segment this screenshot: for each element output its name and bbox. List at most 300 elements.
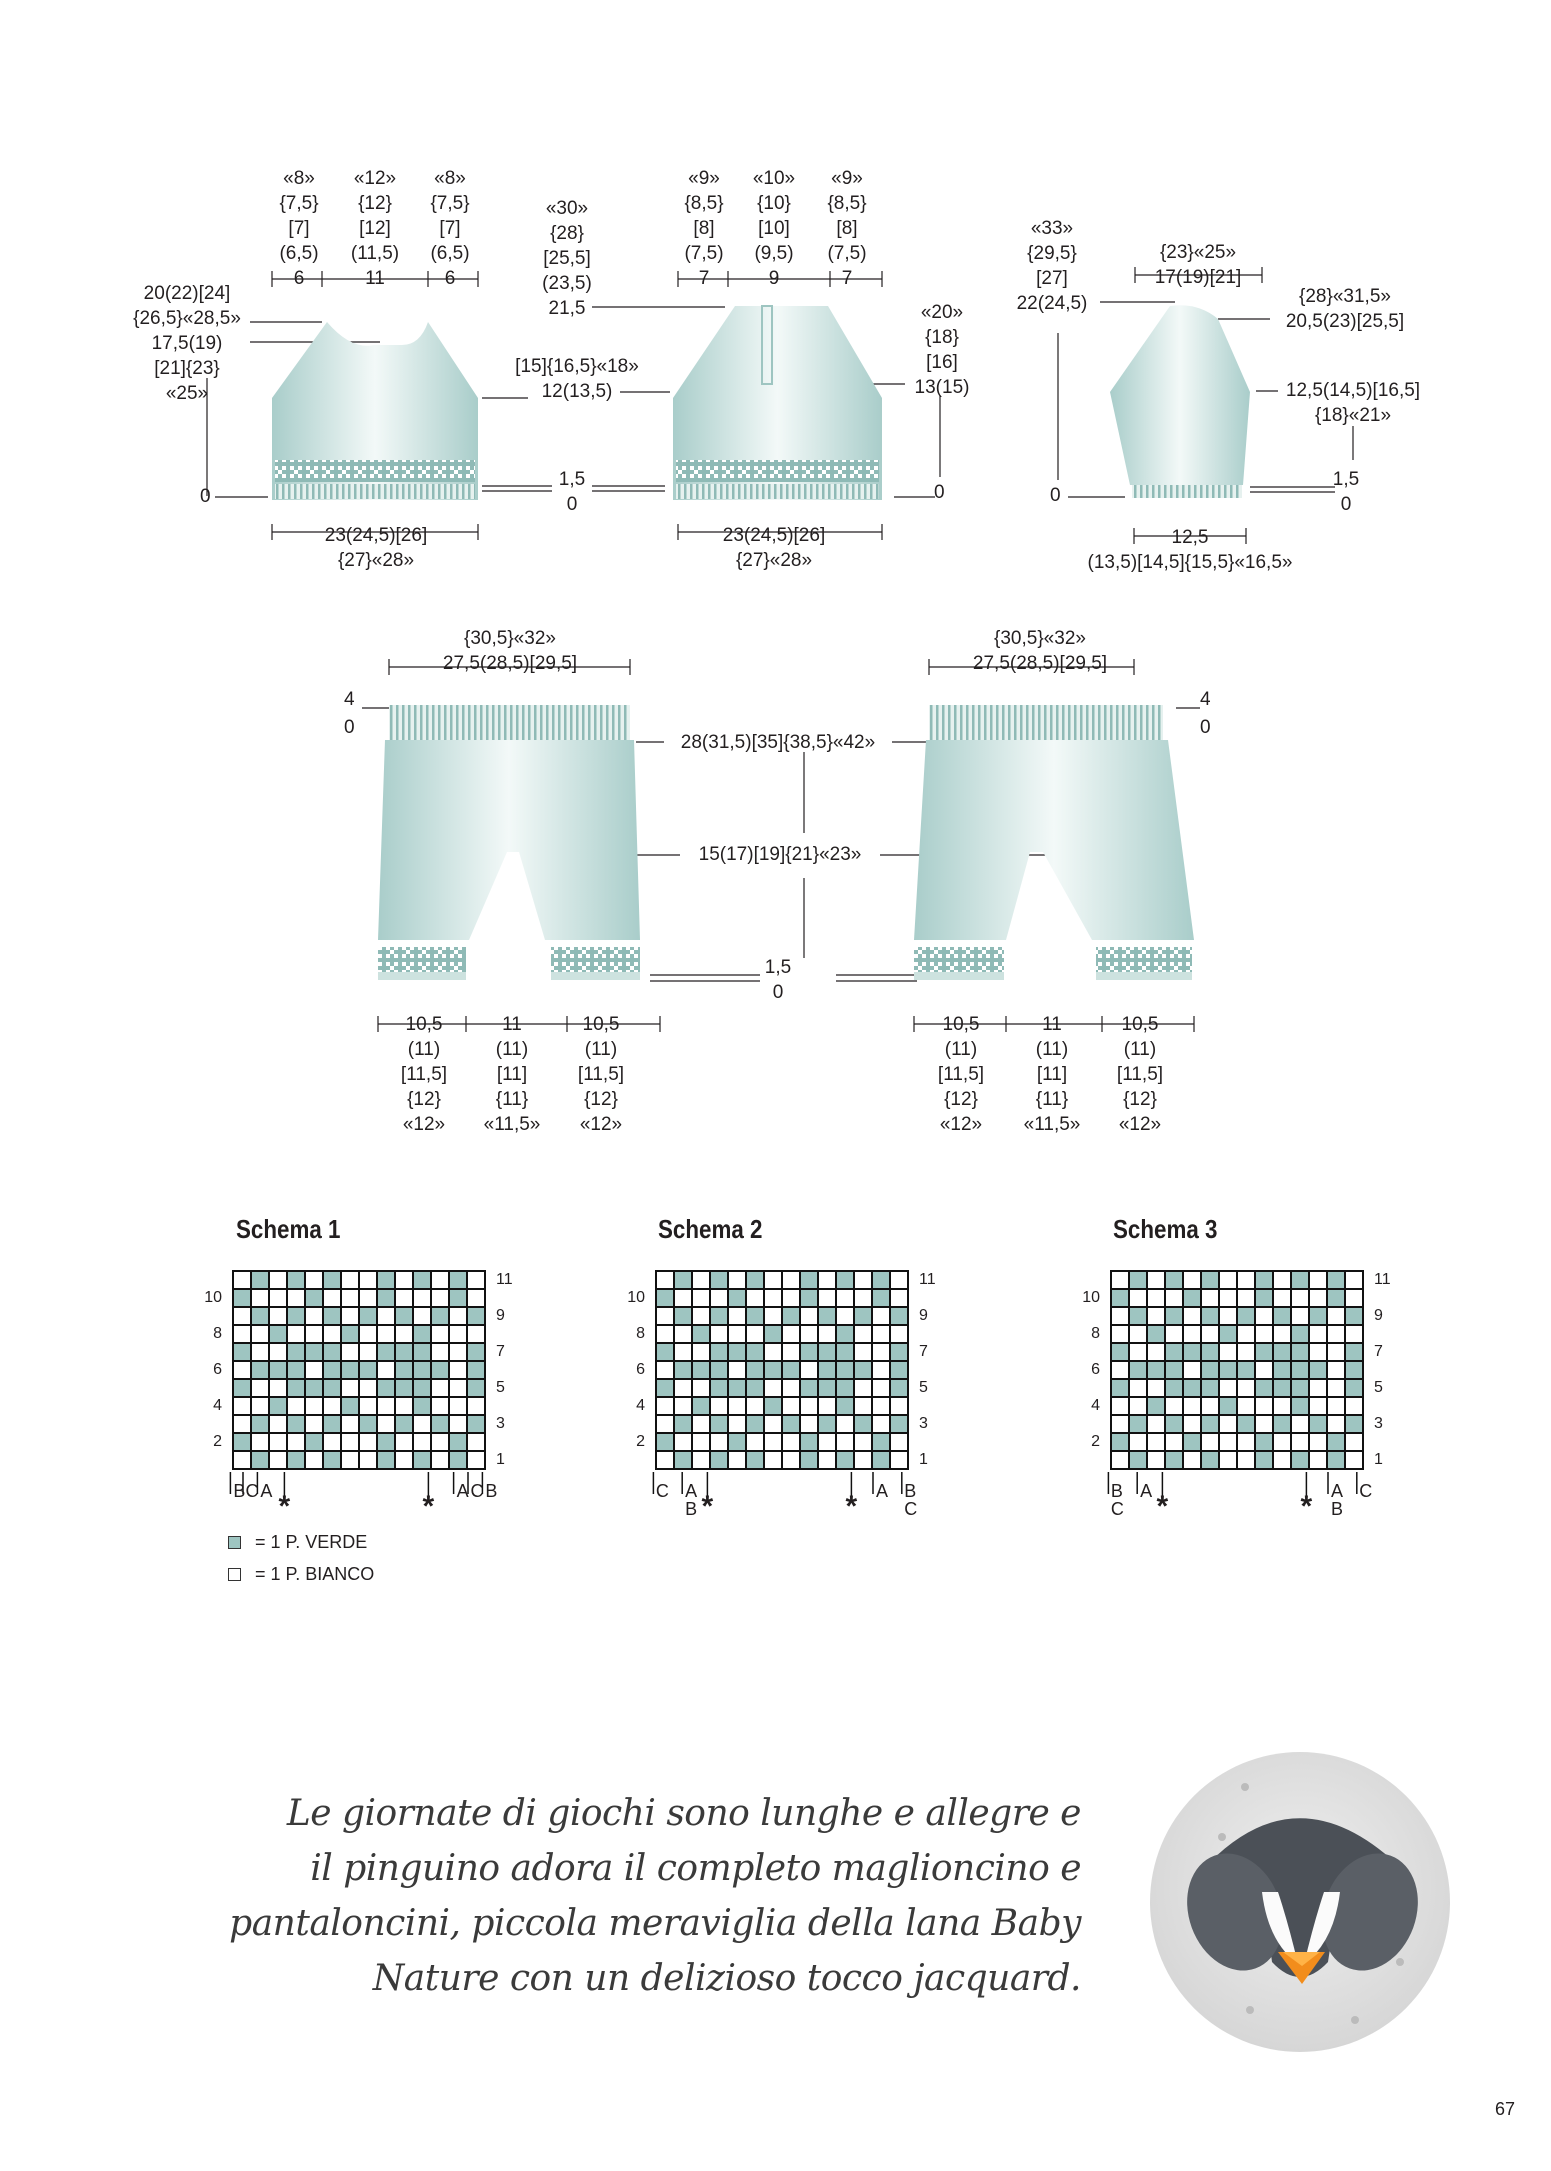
green-stitch-cell <box>360 1416 376 1432</box>
stitch-letter-marker: A <box>456 1481 469 1501</box>
white-stitch-cell <box>234 1326 250 1342</box>
row-number-left: 4 <box>636 1397 645 1414</box>
green-stitch-cell <box>657 1344 673 1360</box>
green-stitch-cell <box>1202 1308 1218 1324</box>
white-stitch-cell <box>711 1326 727 1342</box>
green-stitch-cell <box>1346 1380 1362 1396</box>
white-stitch-cell <box>1148 1452 1164 1468</box>
white-stitch-cell <box>1148 1308 1164 1324</box>
front-piece <box>272 322 478 500</box>
white-stitch-cell <box>234 1398 250 1414</box>
green-stitch-cell <box>414 1398 430 1414</box>
green-stitch-cell <box>468 1308 484 1324</box>
green-stitch-cell <box>711 1362 727 1378</box>
white-stitch-cell <box>1148 1434 1164 1450</box>
row-number-left: 8 <box>1091 1325 1100 1342</box>
green-stitch-cell <box>306 1344 322 1360</box>
green-stitch-cell <box>657 1290 673 1306</box>
green-stitch-cell <box>729 1290 745 1306</box>
white-stitch-cell <box>855 1380 871 1396</box>
white-stitch-cell <box>765 1290 781 1306</box>
green-stitch-cell <box>324 1380 340 1396</box>
green-stitch-cell <box>1256 1452 1272 1468</box>
green-stitch-cell <box>765 1326 781 1342</box>
white-stitch-cell <box>1256 1416 1272 1432</box>
green-stitch-cell <box>1112 1434 1128 1450</box>
repeat-star-marker: * <box>422 1490 435 1523</box>
row-number-right: 7 <box>1374 1343 1383 1360</box>
white-stitch-cell <box>675 1326 691 1342</box>
row-number-right: 9 <box>1374 1307 1383 1324</box>
white-stitch-cell <box>252 1434 268 1450</box>
green-stitch-cell <box>1130 1362 1146 1378</box>
green-stitch-cell <box>378 1344 394 1360</box>
green-stitch-cell <box>414 1326 430 1342</box>
green-stitch-cell <box>873 1290 889 1306</box>
row-number-right: 1 <box>496 1451 505 1468</box>
white-stitch-cell <box>1220 1308 1236 1324</box>
white-stitch-cell <box>1166 1398 1182 1414</box>
white-stitch-cell <box>396 1452 412 1468</box>
white-stitch-cell <box>819 1272 835 1288</box>
white-stitch-cell <box>360 1452 376 1468</box>
green-stitch-cell <box>360 1308 376 1324</box>
row-number-left: 8 <box>636 1325 645 1342</box>
white-stitch-cell <box>873 1308 889 1324</box>
green-stitch-cell <box>378 1452 394 1468</box>
page-number: 67 <box>1494 2099 1515 2119</box>
green-stitch-cell <box>324 1344 340 1360</box>
green-stitch-cell <box>234 1290 250 1306</box>
white-stitch-cell <box>747 1326 763 1342</box>
stitch-letter-marker: A B <box>1330 1481 1344 1519</box>
front-col-2-measures: «12» {12} [12] (11,5) 11 <box>350 168 400 289</box>
white-stitch-cell <box>783 1344 799 1360</box>
green-stitch-cell <box>1328 1272 1344 1288</box>
white-stitch-cell <box>270 1434 286 1450</box>
green-stitch-cell <box>324 1362 340 1378</box>
green-stitch-cell <box>747 1344 763 1360</box>
white-stitch-cell <box>342 1416 358 1432</box>
white-stitch-cell <box>468 1290 484 1306</box>
back-col-2-measures: «10» {10} [10] (9,5) 9 <box>752 168 796 289</box>
green-stitch-cell <box>747 1308 763 1324</box>
pants-left-rib-top: 4 <box>344 689 355 710</box>
green-stitch-cell <box>855 1416 871 1432</box>
green-stitch-cell <box>1310 1362 1326 1378</box>
row-number-right: 9 <box>919 1307 928 1324</box>
green-stitch-cell <box>306 1380 322 1396</box>
white-stitch-cell <box>450 1326 466 1342</box>
white-stitch-cell <box>1310 1380 1326 1396</box>
back-zero-label: 0 <box>934 482 945 503</box>
white-stitch-cell <box>468 1398 484 1414</box>
pants-left-rib-zero: 0 <box>344 717 355 738</box>
white-stitch-cell <box>693 1434 709 1450</box>
row-number-left: 4 <box>213 1397 222 1414</box>
stitch-letter-marker: B <box>233 1481 246 1501</box>
white-stitch-cell <box>1256 1308 1272 1324</box>
white-stitch-cell <box>873 1362 889 1378</box>
green-stitch-cell <box>657 1380 673 1396</box>
green-stitch-cell <box>819 1362 835 1378</box>
white-stitch-cell <box>1310 1452 1326 1468</box>
green-stitch-cell <box>1274 1308 1290 1324</box>
white-stitch-cell <box>378 1398 394 1414</box>
white-stitch-cell <box>1184 1452 1200 1468</box>
green-stitch-cell <box>891 1362 907 1378</box>
white-stitch-cell <box>801 1326 817 1342</box>
white-stitch-cell <box>414 1308 430 1324</box>
green-stitch-cell <box>1310 1416 1326 1432</box>
white-stitch-cell <box>1328 1308 1344 1324</box>
repeat-star-marker: * <box>1300 1490 1313 1523</box>
pants-piece-right <box>914 705 1194 980</box>
white-stitch-cell <box>711 1290 727 1306</box>
white-stitch-cell <box>675 1398 691 1414</box>
white-stitch-cell <box>837 1434 853 1450</box>
green-stitch-cell <box>801 1344 817 1360</box>
white-stitch-cell <box>1184 1398 1200 1414</box>
white-stitch-cell <box>1238 1344 1254 1360</box>
green-stitch-cell <box>1184 1290 1200 1306</box>
white-stitch-cell <box>324 1434 340 1450</box>
green-stitch-cell <box>747 1362 763 1378</box>
white-stitch-cell <box>432 1380 448 1396</box>
green-stitch-cell <box>693 1326 709 1342</box>
white-stitch-cell <box>1238 1272 1254 1288</box>
green-stitch-cell <box>1202 1362 1218 1378</box>
green-stitch-cell <box>675 1272 691 1288</box>
green-stitch-cell <box>1238 1416 1254 1432</box>
green-stitch-cell <box>1112 1344 1128 1360</box>
stitch-letter-marker: B C <box>1110 1481 1124 1519</box>
white-stitch-cell <box>378 1326 394 1342</box>
sleeve-width-measures: 12,5(14,5)[16,5] {18}«21» <box>1285 380 1421 426</box>
row-number-right: 3 <box>919 1415 928 1432</box>
white-stitch-cell <box>288 1398 304 1414</box>
green-stitch-cell <box>1292 1398 1308 1414</box>
pants-right-col-1: 10,5 (11) [11,5] {12} «12» <box>937 1014 985 1135</box>
white-stitch-cell <box>432 1344 448 1360</box>
green-stitch-cell <box>252 1362 268 1378</box>
green-stitch-cell <box>711 1416 727 1432</box>
white-stitch-cell <box>1328 1362 1344 1378</box>
green-stitch-cell <box>1184 1344 1200 1360</box>
white-stitch-cell <box>414 1290 430 1306</box>
green-stitch-cell <box>1346 1416 1362 1432</box>
green-stitch-cell <box>873 1452 889 1468</box>
white-stitch-cell <box>306 1326 322 1342</box>
white-stitch-cell <box>747 1398 763 1414</box>
schema-title: Schema 3 <box>1113 1214 1218 1244</box>
pants-left-waist-measures: {30,5}«32» 27,5(28,5)[29,5] <box>442 628 578 674</box>
row-number-left: 6 <box>636 1361 645 1378</box>
green-stitch-cell <box>1274 1344 1290 1360</box>
pants-width-label: 28(31,5)[35]{38,5}«42» <box>680 732 876 753</box>
white-stitch-cell <box>693 1344 709 1360</box>
stitch-letter-marker: C <box>655 1481 669 1501</box>
green-stitch-cell <box>1166 1452 1182 1468</box>
front-left-measures: 20(22)[24] {26,5}«28,5» 17,5(19) [21]{23} «25» <box>133 283 241 404</box>
white-stitch-cell <box>396 1290 412 1306</box>
white-stitch-cell <box>306 1308 322 1324</box>
white-stitch-cell <box>747 1290 763 1306</box>
white-stitch-cell <box>801 1362 817 1378</box>
white-stitch-cell <box>360 1380 376 1396</box>
white-stitch-cell <box>783 1452 799 1468</box>
green-stitch-cell <box>1328 1434 1344 1450</box>
green-stitch-cell <box>1256 1344 1272 1360</box>
green-stitch-cell <box>1328 1452 1344 1468</box>
stitch-letter-marker: B C <box>904 1481 918 1519</box>
green-stitch-cell <box>468 1416 484 1432</box>
sleeve-rib-measures: 1,5 0 <box>1332 469 1360 515</box>
white-stitch-cell <box>1184 1416 1200 1432</box>
green-stitch-cell <box>837 1326 853 1342</box>
stitch-letter-marker: C <box>1359 1481 1373 1501</box>
white-stitch-cell <box>252 1398 268 1414</box>
white-stitch-cell <box>1220 1434 1236 1450</box>
green-stitch-cell <box>1274 1416 1290 1432</box>
white-stitch-cell <box>288 1326 304 1342</box>
white-stitch-cell <box>783 1290 799 1306</box>
white-stitch-cell <box>306 1272 322 1288</box>
white-stitch-cell <box>1184 1272 1200 1288</box>
front-zero-label: 0 <box>200 486 211 507</box>
white-stitch-cell <box>1274 1290 1290 1306</box>
green-stitch-cell <box>1256 1272 1272 1288</box>
green-stitch-cell <box>837 1272 853 1288</box>
white-stitch-cell <box>729 1452 745 1468</box>
white-stitch-cell <box>693 1272 709 1288</box>
penguin-photo <box>1150 1752 1450 2052</box>
white-stitch-cell <box>729 1308 745 1324</box>
white-stitch-cell <box>729 1416 745 1432</box>
green-stitch-cell <box>675 1308 691 1324</box>
white-stitch-cell <box>783 1326 799 1342</box>
white-stitch-cell <box>396 1434 412 1450</box>
white-stitch-cell <box>873 1398 889 1414</box>
white-stitch-cell <box>1130 1326 1146 1342</box>
green-stitch-cell <box>675 1362 691 1378</box>
white-stitch-cell <box>1238 1398 1254 1414</box>
white-stitch-cell <box>1202 1434 1218 1450</box>
schema-title: Schema 1 <box>236 1214 341 1244</box>
green-stitch-cell <box>819 1380 835 1396</box>
white-stitch-cell <box>837 1416 853 1432</box>
white-stitch-cell <box>450 1416 466 1432</box>
white-stitch-cell <box>657 1308 673 1324</box>
white-stitch-cell <box>729 1362 745 1378</box>
green-stitch-cell <box>801 1452 817 1468</box>
front-bottom-measures: 23(24,5)[26] {27}«28» <box>324 525 428 571</box>
white-stitch-cell <box>675 1290 691 1306</box>
white-stitch-cell <box>1184 1362 1200 1378</box>
white-stitch-cell <box>396 1272 412 1288</box>
green-stitch-cell <box>1202 1272 1218 1288</box>
white-stitch-cell <box>1148 1272 1164 1288</box>
caption-line: il pinguino adora il completo maglioncino e <box>310 1848 1081 1889</box>
green-stitch-cell <box>693 1362 709 1378</box>
white-stitch-cell <box>1328 1398 1344 1414</box>
white-stitch-cell <box>819 1398 835 1414</box>
green-stitch-cell <box>414 1362 430 1378</box>
green-stitch-cell <box>450 1434 466 1450</box>
white-stitch-cell <box>1274 1434 1290 1450</box>
green-stitch-cell <box>693 1398 709 1414</box>
schema-title: Schema 2 <box>658 1214 763 1244</box>
white-stitch-cell <box>873 1380 889 1396</box>
white-stitch-cell <box>1346 1398 1362 1414</box>
white-stitch-cell <box>891 1398 907 1414</box>
schema-grid <box>1110 1270 1364 1470</box>
green-stitch-cell <box>288 1308 304 1324</box>
green-stitch-cell <box>324 1272 340 1288</box>
green-stitch-cell <box>396 1362 412 1378</box>
white-stitch-cell <box>1238 1290 1254 1306</box>
white-stitch-cell <box>873 1326 889 1342</box>
white-stitch-cell <box>360 1344 376 1360</box>
white-stitch-cell <box>414 1416 430 1432</box>
white-stitch-cell <box>765 1272 781 1288</box>
white-stitch-cell <box>1220 1416 1236 1432</box>
green-stitch-cell <box>414 1344 430 1360</box>
pants-left-col-3: 10,5 (11) [11,5] {12} «12» <box>577 1014 625 1135</box>
white-stitch-cell <box>1166 1326 1182 1342</box>
white-stitch-cell <box>693 1416 709 1432</box>
white-stitch-cell <box>1238 1380 1254 1396</box>
green-stitch-cell <box>468 1380 484 1396</box>
green-stitch-cell <box>783 1416 799 1432</box>
sleeve-left-measures: «33» {29,5} [27] 22(24,5) <box>1016 218 1088 314</box>
white-stitch-cell <box>1202 1290 1218 1306</box>
green-stitch-cell <box>324 1452 340 1468</box>
white-stitch-cell <box>837 1290 853 1306</box>
white-stitch-cell <box>711 1434 727 1450</box>
white-stitch-cell <box>432 1398 448 1414</box>
white-stitch-cell <box>468 1434 484 1450</box>
white-stitch-cell <box>360 1290 376 1306</box>
white-stitch-cell <box>1112 1326 1128 1342</box>
white-stitch-cell <box>450 1398 466 1414</box>
row-number-left: 6 <box>213 1361 222 1378</box>
white-stitch-cell <box>1112 1398 1128 1414</box>
green-stitch-cell <box>396 1380 412 1396</box>
white-stitch-cell <box>657 1362 673 1378</box>
green-stitch-cell <box>234 1344 250 1360</box>
row-number-left: 4 <box>1091 1397 1100 1414</box>
green-stitch-cell <box>1292 1326 1308 1342</box>
white-stitch-cell <box>1166 1290 1182 1306</box>
green-stitch-cell <box>252 1308 268 1324</box>
white-stitch-cell <box>855 1434 871 1450</box>
white-stitch-cell <box>1112 1308 1128 1324</box>
white-stitch-cell <box>747 1434 763 1450</box>
green-stitch-cell <box>1202 1380 1218 1396</box>
pants-piece-left <box>378 705 640 980</box>
white-stitch-cell <box>468 1326 484 1342</box>
white-stitch-cell <box>468 1272 484 1288</box>
white-stitch-cell <box>1346 1326 1362 1342</box>
row-number-right: 11 <box>496 1271 513 1288</box>
green-stitch-cell <box>729 1434 745 1450</box>
white-stitch-cell <box>342 1344 358 1360</box>
green-stitch-cell <box>837 1398 853 1414</box>
white-stitch-cell <box>765 1308 781 1324</box>
white-stitch-cell <box>1238 1326 1254 1342</box>
front-col-3-measures: «8» {7,5} [7] (6,5) 6 <box>430 168 470 289</box>
white-stitch-cell <box>1292 1290 1308 1306</box>
green-stitch-cell <box>1166 1362 1182 1378</box>
green-stitch-cell <box>1202 1416 1218 1432</box>
white-stitch-cell <box>1148 1380 1164 1396</box>
green-stitch-cell <box>270 1326 286 1342</box>
row-number-right: 11 <box>1374 1271 1391 1288</box>
legend-white-label: = 1 P. BIANCO <box>255 1564 375 1584</box>
white-stitch-cell <box>1310 1326 1326 1342</box>
white-stitch-cell <box>819 1434 835 1450</box>
white-stitch-cell <box>360 1326 376 1342</box>
row-number-left: 2 <box>636 1433 645 1450</box>
row-number-right: 5 <box>1374 1379 1383 1396</box>
pants-hem-measures: 1,5 0 <box>764 957 792 1003</box>
white-stitch-cell <box>1112 1362 1128 1378</box>
green-stitch-cell <box>342 1362 358 1378</box>
green-stitch-cell <box>837 1362 853 1378</box>
armhole-measures: [15]{16,5}«18» 12(13,5) <box>515 356 639 402</box>
green-stitch-cell <box>711 1344 727 1360</box>
green-stitch-cell <box>747 1272 763 1288</box>
white-stitch-cell <box>891 1434 907 1450</box>
white-stitch-cell <box>729 1272 745 1288</box>
green-stitch-cell <box>450 1290 466 1306</box>
green-stitch-cell <box>855 1308 871 1324</box>
green-stitch-cell <box>711 1380 727 1396</box>
white-stitch-cell <box>252 1380 268 1396</box>
row-number-left: 10 <box>1082 1289 1100 1306</box>
green-stitch-cell <box>1346 1362 1362 1378</box>
white-stitch-cell <box>819 1290 835 1306</box>
green-stitch-cell <box>711 1452 727 1468</box>
stitch-letter-marker: C <box>245 1481 259 1501</box>
green-stitch-cell <box>342 1398 358 1414</box>
green-stitch-cell <box>873 1272 889 1288</box>
back-piece <box>673 306 882 500</box>
green-stitch-cell <box>414 1380 430 1396</box>
row-number-right: 1 <box>1374 1451 1383 1468</box>
green-stitch-cell <box>891 1416 907 1432</box>
pants-crotch-label: 15(17)[19]{21}«23» <box>698 844 862 865</box>
white-stitch-cell <box>1130 1398 1146 1414</box>
white-stitch-cell <box>1256 1362 1272 1378</box>
green-stitch-cell <box>1292 1452 1308 1468</box>
white-stitch-cell <box>1328 1326 1344 1342</box>
white-stitch-cell <box>234 1416 250 1432</box>
white-stitch-cell <box>1256 1326 1272 1342</box>
white-stitch-cell <box>1292 1434 1308 1450</box>
green-stitch-cell <box>288 1362 304 1378</box>
caption-line: pantaloncini, piccola meraviglia della lana Baby <box>229 1903 1081 1944</box>
green-stitch-cell <box>819 1308 835 1324</box>
green-stitch-cell <box>819 1344 835 1360</box>
green-stitch-cell <box>1130 1452 1146 1468</box>
white-stitch-cell <box>1292 1308 1308 1324</box>
green-stitch-cell <box>468 1344 484 1360</box>
green-stitch-cell <box>306 1290 322 1306</box>
stitch-letter-marker: C <box>470 1481 484 1501</box>
white-stitch-cell <box>819 1326 835 1342</box>
